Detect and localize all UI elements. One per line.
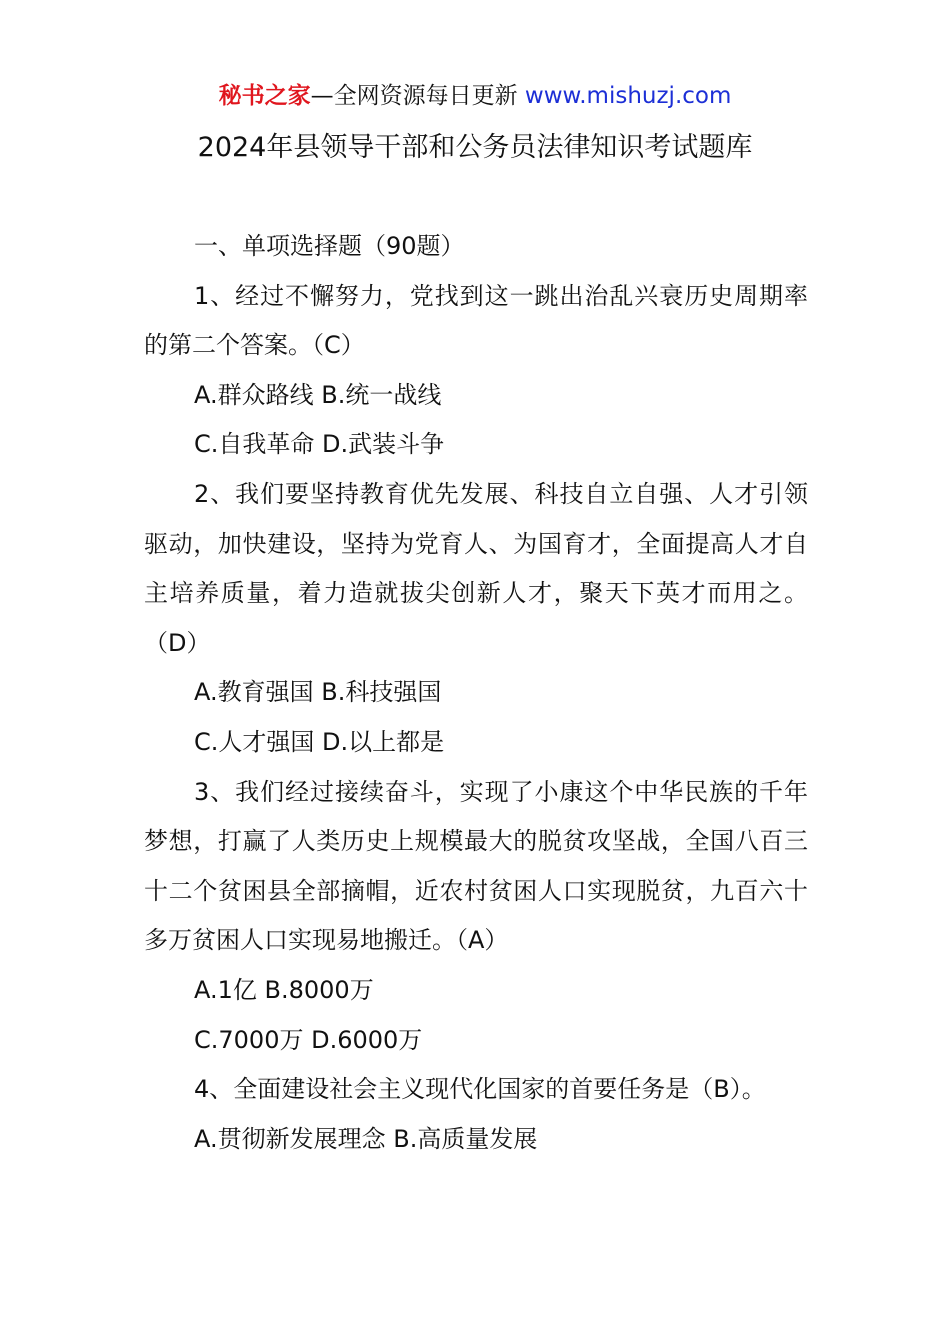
question-1-stem: 1、经过不懈努力，党找到这一跳出治乱兴衰历史周期率的第二个答案。（C） bbox=[144, 281, 808, 360]
site-name: 秘书之家 bbox=[218, 83, 311, 109]
question-4-options-ab: A.贯彻新发展理念 B.高质量发展 bbox=[194, 1124, 538, 1153]
section-heading: 一、单项选择题（90题） bbox=[194, 232, 465, 260]
site-tagline: —全网资源每日更新 bbox=[310, 83, 518, 109]
site-header bbox=[0, 80, 950, 112]
question-2-options-cd: C.人才强国 D.以上都是 bbox=[194, 727, 445, 756]
document-title: 2024年县领导干部和公务员法律知识考试题库 bbox=[197, 132, 753, 163]
question-3-stem: 3、我们经过接续奋斗，实现了小康这个中华民族的千年梦想，打赢了人类历史上规模最大的脱贫攻坚战，全国八百三十二个贫困县全部摘帽，近农村贫困人口实现脱贫，九百六十多万贫困人口实现易地搬迁。（A） bbox=[144, 777, 808, 955]
question-2-stem: 2、我们要坚持教育优先发展、科技自立自强、人才引领驱动，加快建设，坚持为党育人、为国育才，全面提高人才自主培养质量，着力造就拔尖创新人才，聚天下英才而用之。（D） bbox=[144, 479, 808, 657]
question-1-options-ab: A.群众路线 B.统一战线 bbox=[194, 380, 442, 409]
question-2-options-ab: A.教育强国 B.科技强国 bbox=[194, 678, 442, 707]
question-3-options-cd: C.7000万 D.6000万 bbox=[194, 1025, 423, 1054]
site-url[interactable]: www.mishuzj.com bbox=[524, 83, 732, 109]
question-3-options-ab: A.1亿 B.8000万 bbox=[194, 975, 374, 1004]
question-1-options-cd: C.自我革命 D.武装斗争 bbox=[194, 430, 445, 459]
question-4-stem: 4、全面建设社会主义现代化国家的首要任务是（B）。 bbox=[194, 1075, 766, 1104]
document-body bbox=[144, 222, 808, 1164]
